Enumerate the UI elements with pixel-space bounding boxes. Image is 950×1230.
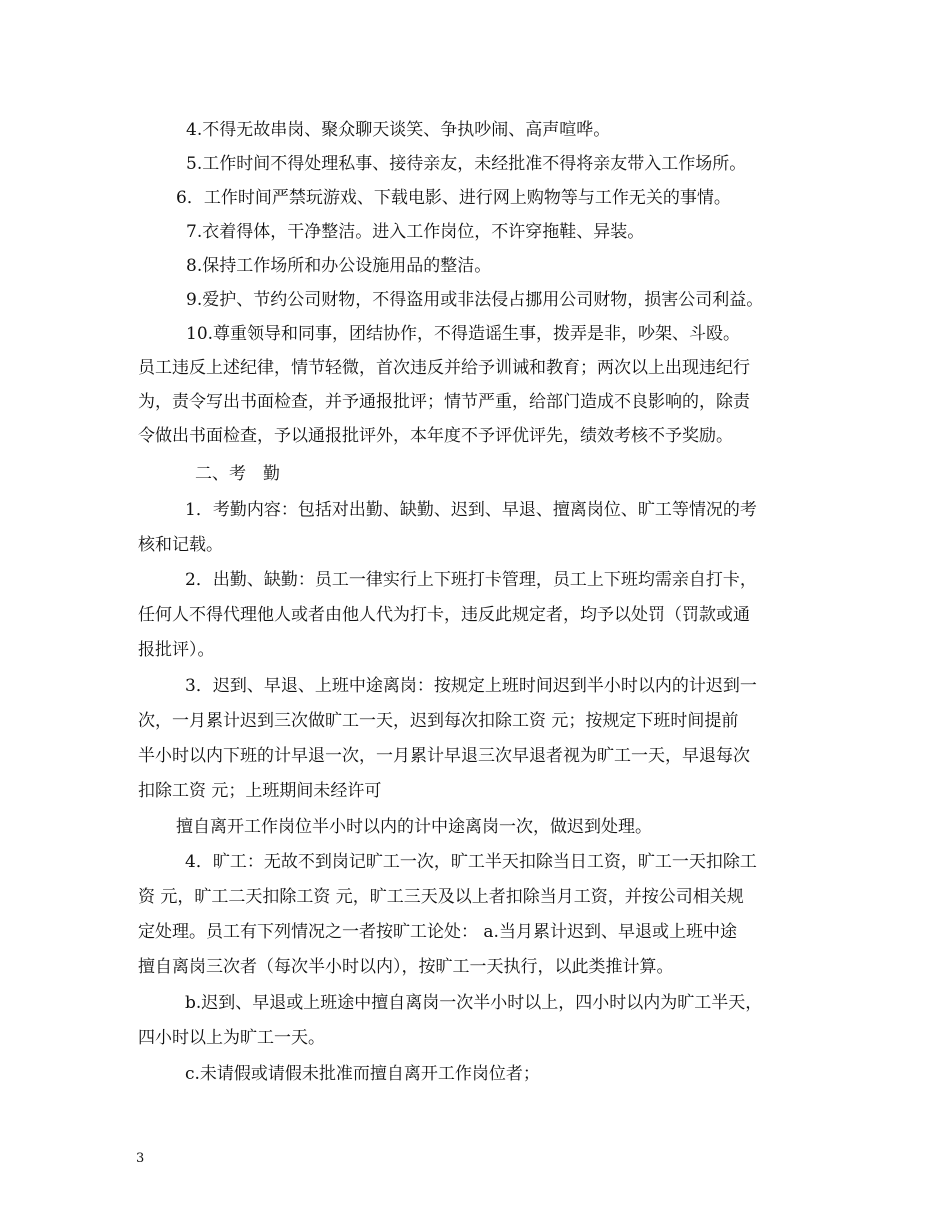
text-line: 8.保持工作场所和办公设施用品的整洁。 xyxy=(186,256,492,276)
text-line: 3．迟到、早退、上班中途离岗：按规定上班时间迟到半小时以内的计迟到一 xyxy=(185,676,757,696)
text-line: 5.工作时间不得处理私事、接待亲友，未经批准不得将亲友带入工作场所。 xyxy=(186,154,747,174)
text-line: 定处理。员工有下列情况之一者按旷工论处： a.当月累计迟到、早退或上班中途 xyxy=(138,922,737,942)
section-heading: 二、考 勤 xyxy=(195,464,280,484)
text-line: 6．工作时间严禁玩游戏、下载电影、进行网上购物等与工作无关的事情。 xyxy=(176,188,731,208)
text-line: 擅自离岗三次者（每次半小时以内），按旷工一天执行，以此类推计算。 xyxy=(138,957,674,977)
text-line: 4.不得无故串岗、聚众聊天谈笑、争执吵闹、高声喧哗。 xyxy=(186,120,611,140)
text-line: 为，责令写出书面检查，并予通报批评；情节严重，给部门造成不良影响的，除责 xyxy=(138,392,750,412)
text-line: b.迟到、早退或上班途中擅自离岗一次半小时以上，四小时以内为旷工半天， xyxy=(185,993,763,1013)
text-line: c.未请假或请假未批准而擅自离开工作岗位者； xyxy=(185,1064,540,1084)
text-line: 扣除工资 元；上班期间未经许可 xyxy=(138,781,382,801)
text-line: 任何人不得代理他人或者由他人代为打卡，违反此规定者，均予以处罚（罚款或通 xyxy=(138,605,750,625)
text-line: 员工违反上述纪律，情节轻微，首次违反并给予训诫和教育；两次以上出现违纪行 xyxy=(138,358,750,378)
text-line: 令做出书面检查，予以通报批评外，本年度不予评优评先，绩效考核不予奖励。 xyxy=(138,426,733,446)
text-line: 核和记载。 xyxy=(138,535,223,555)
text-line: 10.尊重领导和同事，团结协作，不得造谣生事，拨弄是非，吵架、斗殴。 xyxy=(186,324,741,344)
text-line: 报批评）。 xyxy=(138,640,215,660)
text-line: 擅自离开工作岗位半小时以内的计中途离岗一次，做迟到处理。 xyxy=(176,817,652,837)
text-line: 半小时以内下班的计早退一次，一月累计早退三次早退者视为旷工一天，早退每次 xyxy=(138,746,750,766)
text-line: 4．旷工：无故不到岗记旷工一次，旷工半天扣除当日工资，旷工一天扣除工 xyxy=(185,852,757,872)
text-line: 次，一月累计迟到三次做旷工一天，迟到每次扣除工资 元；按规定下班时间提前 xyxy=(138,711,739,731)
text-line: 资 元，旷工二天扣除工资 元，旷工三天及以上者扣除当月工资，并按公司相关规 xyxy=(138,887,744,907)
text-line: 2．出勤、缺勤：员工一律实行上下班打卡管理，员工上下班均需亲自打卡， xyxy=(185,570,757,590)
page-number: 3 xyxy=(136,1151,145,1166)
text-line: 7.衣着得体，干净整洁。进入工作岗位，不许穿拖鞋、异装。 xyxy=(186,222,645,242)
text-line: 四小时以上为旷工一天。 xyxy=(138,1028,325,1048)
text-line: 9.爱护、节约公司财物，不得盗用或非法侵占挪用公司财物，损害公司利益。 xyxy=(186,290,764,310)
text-line: 1．考勤内容：包括对出勤、缺勤、迟到、早退、擅离岗位、旷工等情况的考 xyxy=(185,500,757,520)
